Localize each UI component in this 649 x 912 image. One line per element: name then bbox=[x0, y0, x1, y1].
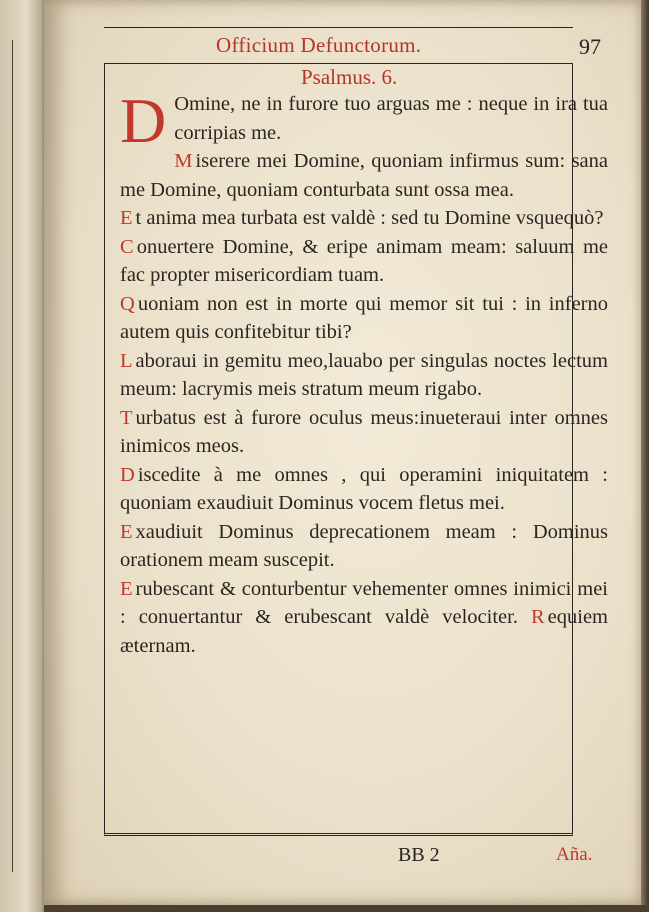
verse-10 bbox=[120, 575, 608, 661]
verse-initial: D bbox=[120, 463, 135, 486]
verse-text: Omine, ne in furore tuo arguas me : neque in ira tua corripias me. bbox=[174, 93, 608, 144]
verse-text: onuertere Domine, & eripe animam meam: saluum me fac propter misericordiam tuam. bbox=[120, 235, 608, 286]
book-page bbox=[44, 0, 641, 905]
verse-8 bbox=[120, 461, 608, 518]
verse-3 bbox=[120, 204, 608, 233]
verse-text: rubescant & conturbentur vehementer omnes inimici mei : conuertantur & erubescant valdè velociter. bbox=[120, 577, 608, 628]
bottom-page-edge bbox=[44, 905, 649, 912]
verse-text: uoniam non est in morte qui memor sit tui : in inferno autem quis confitebitur tibi? bbox=[120, 292, 608, 343]
verse-7 bbox=[120, 404, 608, 461]
verse-initial: R bbox=[530, 606, 545, 628]
running-title: Officium Defunctorum. bbox=[216, 33, 422, 57]
verse-initial: T bbox=[120, 406, 133, 429]
verse-6 bbox=[120, 347, 608, 404]
psalm-text bbox=[120, 85, 608, 660]
verse-5 bbox=[120, 290, 608, 347]
verse-text: iserere mei Domine, quoniam infirmus sum: sana me Domine, quoniam conturbata sunt ossa mea. bbox=[120, 150, 608, 201]
verse-text: t anima mea turbata est valdè : sed tu Domine vsquequò? bbox=[135, 207, 604, 229]
verse-initial: E bbox=[120, 577, 133, 600]
verse-2 bbox=[120, 147, 608, 204]
verse-9 bbox=[120, 518, 608, 575]
psalm-heading: Psalmus. 6. bbox=[301, 65, 398, 89]
verse-text: urbatus est à furore oculus meus:inueteraui inter omnes inimicos meos. bbox=[120, 406, 608, 457]
verse-initial: Q bbox=[120, 292, 135, 315]
right-page-edge bbox=[641, 0, 649, 912]
verse-text: xaudiuit Dominus deprecationem meam : Dominus orationem meam suscepit. bbox=[120, 520, 608, 571]
header-rule bbox=[104, 27, 573, 28]
catchword: Aña. bbox=[556, 844, 593, 865]
page-number: 97 bbox=[579, 34, 601, 59]
verse-text: equiem æternam. bbox=[120, 606, 608, 657]
verse-initial: E bbox=[120, 207, 133, 229]
left-page-edge bbox=[0, 0, 48, 912]
drop-cap-initial: D bbox=[120, 85, 167, 156]
verse-initial: L bbox=[120, 349, 133, 372]
verse-initial: E bbox=[120, 520, 133, 543]
verse-text: aboraui in gemitu meo,lauabo per singulas noctes lectum meum: lacrymis meis stratum meum rigabo. bbox=[120, 349, 608, 400]
verse-text: iscedite à me omnes , qui operamini iniquitatem : quoniam exaudiuit Dominus vocem fletus mei. bbox=[120, 463, 608, 514]
verse-4 bbox=[120, 233, 608, 290]
signature-mark: BB 2 bbox=[398, 844, 440, 866]
left-page-rule bbox=[12, 40, 13, 872]
verse-initial: M bbox=[174, 150, 193, 172]
verse-initial: C bbox=[120, 235, 134, 258]
verse-1 bbox=[120, 85, 608, 156]
